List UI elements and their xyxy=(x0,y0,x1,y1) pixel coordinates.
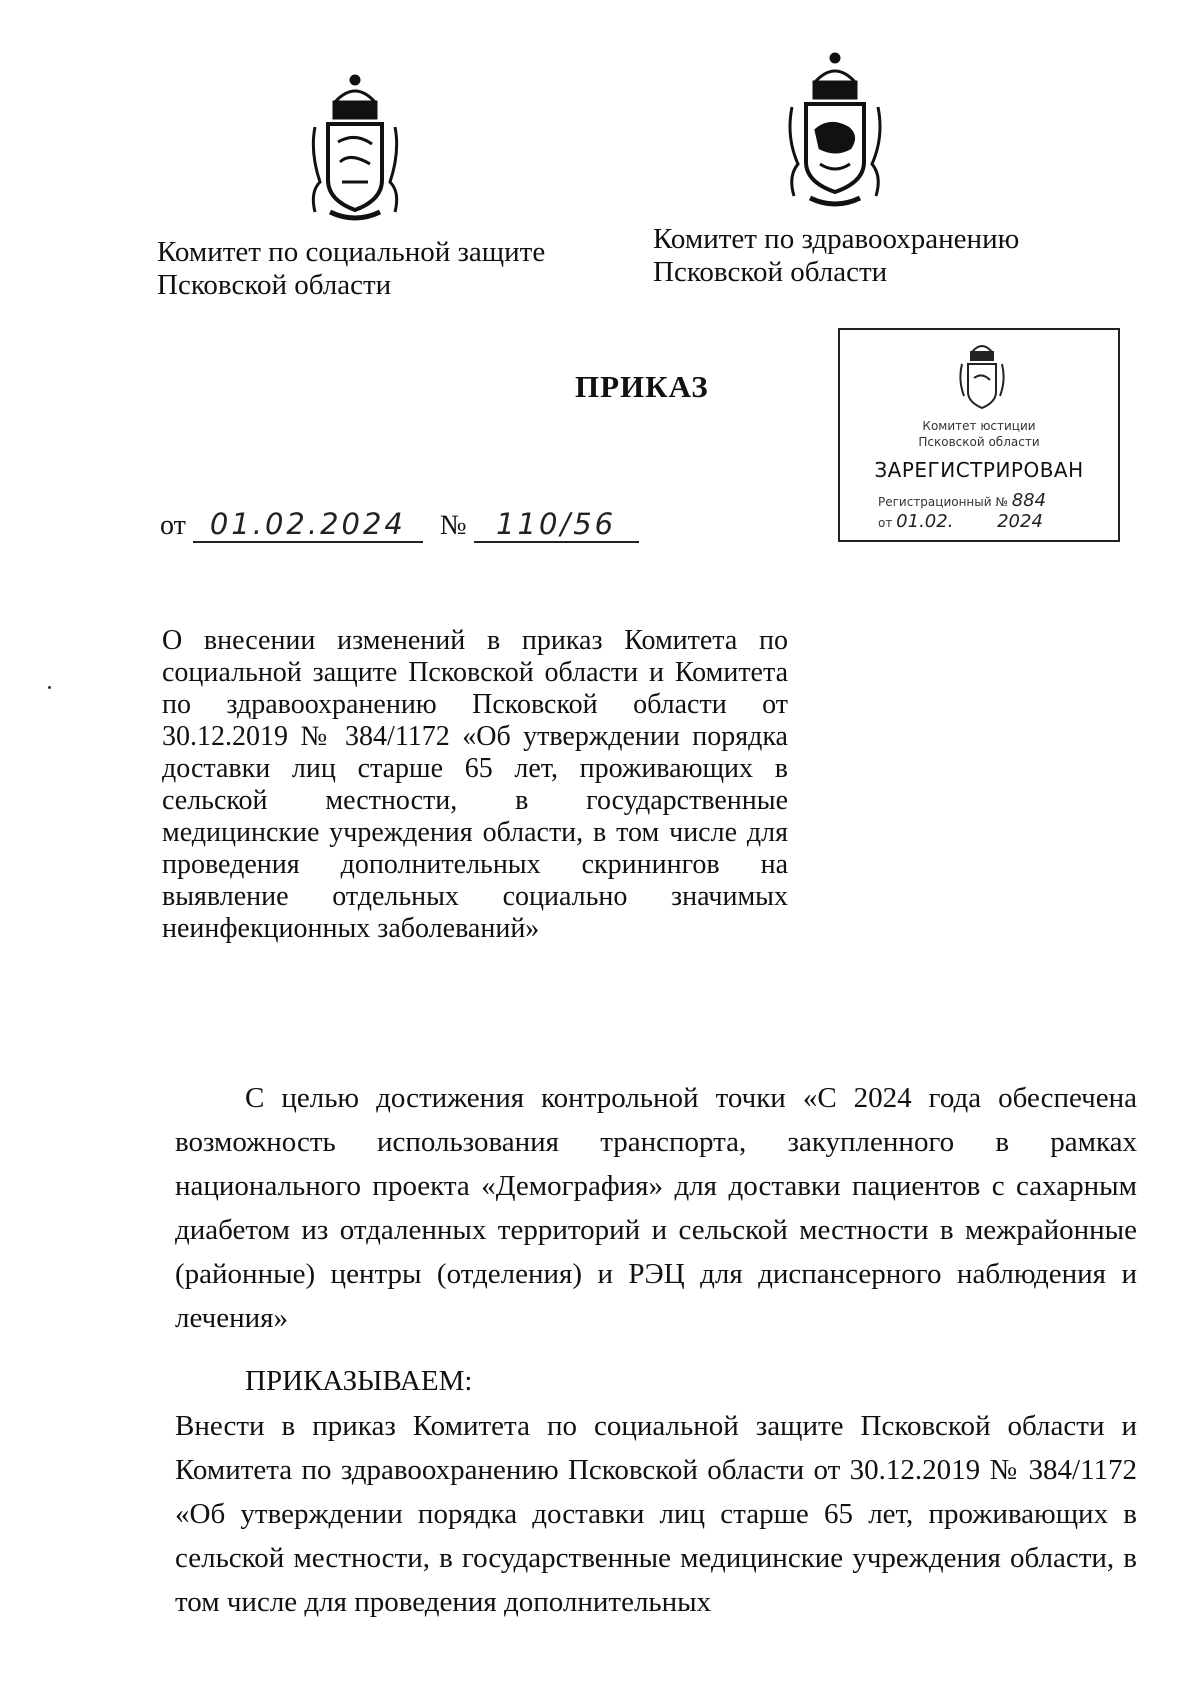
left-org-line-2: Псковской области xyxy=(157,269,392,301)
order-date-number-line xyxy=(160,507,639,543)
right-organization-name xyxy=(653,223,1019,289)
amendment-paragraph: Внести в приказ Комитета по социальной защите Псковской области и Комитета по здравоохранению Псковской области от 30.12.2019 № 384/1172 «Об утверждении порядка доставки лиц старше 65 лет, проживающих в сельской местности, в государственные медицинские учреждения области, в том числе для проведения дополнительных xyxy=(175,1410,1137,1618)
stamp-reg-label: Регистрационный № xyxy=(878,495,1008,509)
stamp-reg-number: 884 xyxy=(1011,490,1047,511)
document-title: ПРИКАЗ xyxy=(575,369,709,404)
from-label: от xyxy=(160,510,186,541)
registration-stamp xyxy=(838,328,1120,542)
stamp-date-label: от xyxy=(878,516,893,530)
stamp-year: 2024 xyxy=(997,511,1043,532)
right-org-line-1: Комитет по здравоохранению xyxy=(653,223,1020,255)
stamp-date-line xyxy=(878,511,1043,532)
ordering-heading: ПРИКАЗЫВАЕМ: xyxy=(245,1365,473,1397)
body-paragraph-2 xyxy=(175,1404,1137,1624)
order-subject: О внесении изменений в приказ Комитета по социальной защите Псковской области и Комитета по здравоохранению Псковской области от 30.12.2019 № 384/1172 «Об утверждении порядка доставки лиц старше 65 лет, проживающих в сельской местности, в государственные медицинские учреждения области, в том числе для проведения дополнительных скринингов на выявление отдельных социально значимых неинфекционных заболеваний» xyxy=(162,625,788,944)
stamp-org-line-1: Комитет юстиции xyxy=(922,419,1036,433)
number-label: № xyxy=(439,510,467,541)
stamp-status: ЗАРЕГИСТРИРОВАН xyxy=(874,458,1084,482)
stamp-org-line-2: Псковской области xyxy=(918,435,1040,449)
right-coat-of-arms-icon xyxy=(770,52,900,212)
right-org-line-2: Псковской области xyxy=(653,256,888,288)
scan-speck xyxy=(48,686,51,689)
order-date: 01.02.2024 xyxy=(193,507,423,543)
left-organization-name xyxy=(157,236,545,302)
stamp-date-value: 01.02. xyxy=(896,511,954,532)
purpose-paragraph: С целью достижения контрольной точки «С 2024 года обеспечена возможность использования транспорта, закупленного в рамках национального проекта «Демография» для доставки пациентов с сахарным диабетом из отдаленных территорий и сельской местности в межрайонные (районные) центры (отделения) и РЭЦ для диспансерного наблюдения и лечения» xyxy=(175,1082,1137,1334)
stamp-organization xyxy=(840,418,1118,450)
left-org-line-1: Комитет по социальной защите xyxy=(157,236,546,268)
stamp-coat-of-arms-icon xyxy=(950,338,1014,416)
body-paragraph-1 xyxy=(175,1076,1137,1340)
stamp-registration-line xyxy=(878,490,1046,511)
left-coat-of-arms-icon xyxy=(290,72,420,232)
order-number: 110/56 xyxy=(474,507,639,543)
